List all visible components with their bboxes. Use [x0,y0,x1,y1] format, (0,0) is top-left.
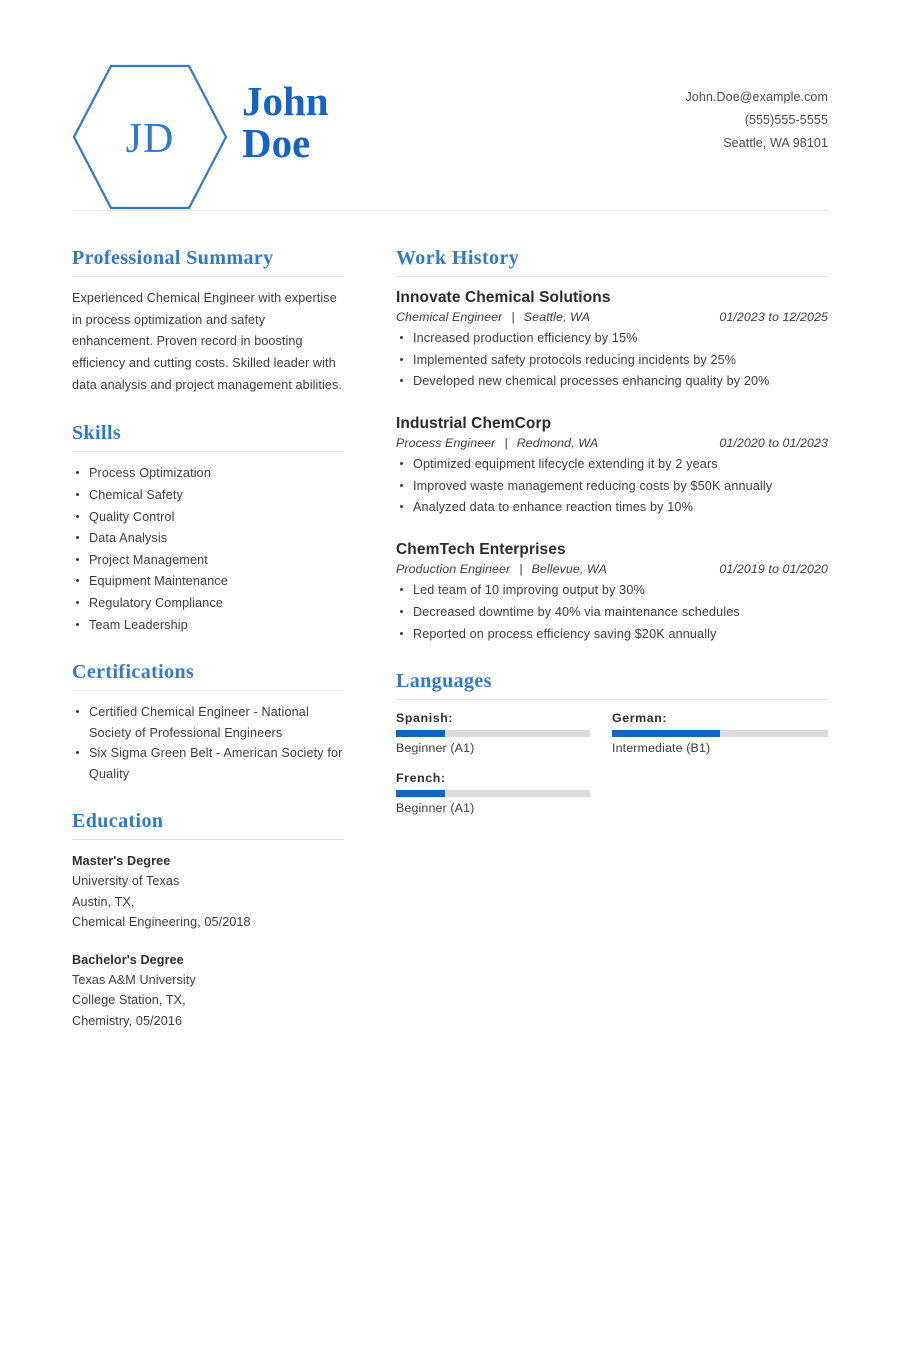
language-proficiency-bar [612,730,828,737]
language-level: Intermediate (B1) [612,741,711,756]
job-location: Seattle, WA [523,310,591,325]
contact-email: John.Doe@example.com [685,90,828,104]
job-separator: | [504,436,508,451]
education-degree: Bachelor's Degree [72,952,184,967]
language-proficiency-fill [396,790,445,797]
list-item: Decreased downtime by 40% via maintenance schedules [396,602,828,623]
education-entry [72,950,344,1032]
list-item: Reported on process efficiency saving $20K annually [396,624,828,645]
job-dates: 01/2023 to 12/2025 [719,310,828,325]
right-column [396,247,828,857]
last-name: Doe [242,120,311,167]
section-rule-languages [396,699,828,700]
section-rule-work-history [396,276,828,277]
list-item: Regulatory Compliance [72,593,344,614]
list-item: Developed new chemical processes enhancing quality by 20% [396,371,828,392]
education-location: Austin, TX, [72,894,135,909]
section-rule-certifications [72,690,344,691]
resume-header [72,0,828,167]
language-proficiency-bar [396,790,590,797]
list-item: Project Management [72,550,344,571]
contact-phone: (555)555-5555 [744,113,828,128]
list-item: Data Analysis [72,528,344,549]
job-bullets [396,454,828,518]
list-item: Led team of 10 improving output by 30% [396,580,828,601]
left-column [72,247,344,1057]
certifications-list [72,702,344,784]
list-item: Optimized equipment lifecycle extending it by 2 years [396,454,828,475]
list-item: Implemented safety protocols reducing incidents by 25% [396,350,828,371]
list-item: Quality Control [72,507,344,528]
contact-location: Seattle, WA 98101 [723,136,828,151]
job-separator: | [511,310,515,325]
section-languages [396,670,828,831]
language-name: German: [612,711,668,726]
identity-block [72,56,329,212]
list-item: Certified Chemical Engineer - National Society of Professional Engineers [72,702,344,743]
job-role: Process Engineer [396,436,496,451]
job-separator: | [519,562,523,577]
language-item [396,711,612,755]
section-title-skills: Skills [72,422,122,445]
language-item [612,711,828,755]
job-dates: 01/2020 to 01/2023 [719,436,828,451]
section-rule-summary [72,276,344,277]
language-level: Beginner (A1) [396,801,475,816]
language-name: French: [396,771,446,786]
language-level: Beginner (A1) [396,741,475,756]
list-item: Equipment Maintenance [72,571,344,592]
language-item [396,771,612,815]
job-company: Innovate Chemical Solutions [396,289,611,306]
job-entry [396,288,828,392]
languages-grid [396,711,828,831]
education-school: Texas A&M University [72,972,196,987]
section-title-summary: Professional Summary [72,247,274,269]
section-title-certifications: Certifications [72,661,195,684]
list-item: Analyzed data to enhance reaction times by 10% [396,497,828,518]
section-work-history [396,247,828,644]
education-degree: Master's Degree [72,853,171,868]
job-company: Industrial ChemCorp [396,415,552,433]
section-rule-education [72,839,344,840]
resume-body [72,247,828,1057]
section-certifications [72,661,344,784]
education-location: College Station, TX, [72,993,186,1008]
job-location: Bellevue, WA [531,562,607,577]
first-name: John [242,78,329,124]
job-location: Redmond, WA [516,436,599,451]
language-proficiency-bar [396,730,590,737]
list-item: Six Sigma Green Belt - American Society for Quality [72,743,344,784]
list-item: Improved waste management reducing costs by $50K annually [396,476,828,497]
section-title-work-history: Work History [396,247,520,269]
education-entry [72,851,344,933]
list-item: Process Optimization [72,463,344,484]
language-proficiency-fill [612,730,720,737]
job-meta [396,310,828,324]
hexagon-icon [72,62,228,212]
section-title-languages: Languages [396,670,492,693]
job-role: Chemical Engineer [396,310,503,325]
list-item: Increased production efficiency by 15% [396,328,828,349]
job-meta [396,562,828,576]
summary-text: Experienced Chemical Engineer with expertise in process optimization and safety enhancement. Proven record in boosting efficiency and cutting costs. Skilled leader with data analysis and project management abilities. [72,291,343,392]
job-entry [396,414,828,518]
candidate-name [242,78,329,167]
section-education [72,810,344,1031]
section-professional-summary [72,247,344,396]
section-skills [72,422,344,635]
job-company: ChemTech Enterprises [396,541,566,559]
section-title-education: Education [72,809,164,832]
language-name: Spanish: [396,711,454,726]
job-meta [396,436,828,450]
job-bullets [396,580,828,644]
section-rule-skills [72,451,344,452]
monogram-hexagon-badge [72,62,228,212]
job-entry [396,540,828,644]
monogram-text: JD [125,116,175,162]
language-proficiency-fill [396,730,445,737]
education-field: Chemistry, 05/2016 [72,1013,183,1028]
job-bullets [396,328,828,392]
education-school: University of Texas [72,874,180,889]
education-field: Chemical Engineering, 05/2018 [72,915,251,930]
list-item: Team Leadership [72,615,344,636]
skills-list [72,463,344,635]
list-item: Chemical Safety [72,485,344,506]
job-dates: 01/2019 to 01/2020 [719,562,828,577]
job-role: Production Engineer [396,562,511,577]
contact-info [685,86,828,155]
